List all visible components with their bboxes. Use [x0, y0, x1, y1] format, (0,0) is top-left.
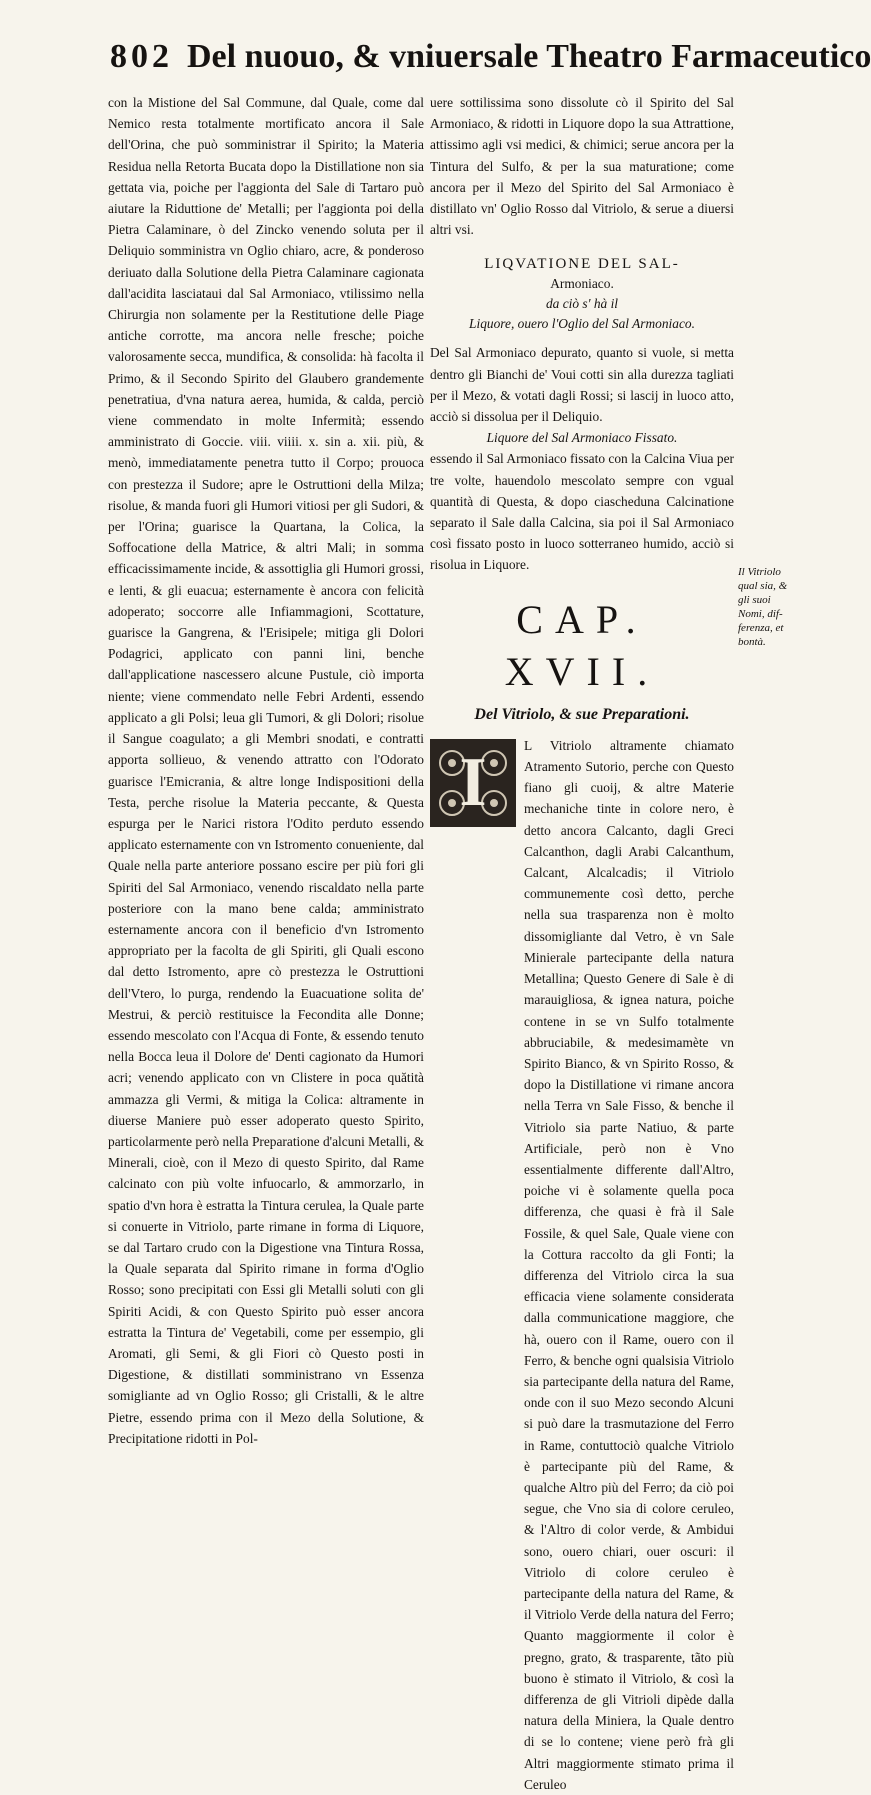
chapter-paragraph: L Vitriolo altramente chiamato Atramento Sutorio, perche con Questo fiano gli cuoij, & altre Materie mechaniche tinte in colore nero, è detto ancora Calcanto, dagli Greci Calcanthon, dagli Arabi Calcanthum, Calcant, Alcalcadis; il Vitriolo communemente così detto, perche nella sua trasparenza non è molto dissomigliante dal Vetro, è vn Sale Minierale partecipante della natura Metallina; Questo Genere di Sale è di marauigliosa, & ignea natura, poiche contene in se vn Sulfo totalmente abbruciabile, & medesimamète vn Spirito Bianco, & vn Spirito Rosso, & dopo la Distillatione vi rimane ancora nella Terra vn Sale Fisso, & benche il Vitriolo sia parte Natiuo, & parte Artificiale, però non è Vno essentialmente differente dall'Altro, poiche vi è solamente quella poca differenza, che quasi è frà il Sale Fossile, & quel Sale, Quale viene con la Cottura raccolto da gli Fonti; la differenza del Vitriolo circa la sua efficacia viene solamente considerata dalla communicatione maggiore, che hà, ouero con il Rame, ouero con il Ferro, & benche ogni qualsisia Vitriolo sia partecipante della natura del Rame, onde con il suo Mezo secondo Alcuni si può dare la trasmutazione del Ferro in Rame, contuttociò qualche Vitriolo è partecipante più del Rame, & qualche Altro più del Ferro; da ciò poi segue, che Vno sia di colore ceruleo, & l'Altro di color verde, & Ambidui sono, ouero chiari, ouer oscuri: il Vitriolo di colore ceruleo è partecipante della natura del Rame, & il Vitriolo Verde della natura del Ferro; Quanto maggiormente il color è pregno, grato, & trasparente, tãto più buono è stimato il Vitriolo, & così la differenza de gli Vitrioli dipède dalla natura della Miniera, la Quale dentro di se lo contene; viene però frà gli Altri maggiormente stimato prima il Ceruleo — [524, 737, 734, 1792]
margin-note: Il Vitriolo qual sia, & gli suoi Nomi, dif-ferenza, et bontà. — [738, 566, 788, 648]
fixed-heading: Liquore del Sal Armoniaco Fissato. — [486, 430, 678, 446]
section-subtitle-continuation: Liquore, ouero l'Oglio del Sal Armoniaco. — [469, 316, 695, 332]
right-intro-paragraph: uere sottilissima sono dissolute cò il Spirito del Sal Armoniaco, & ridotti in Liquore dopo la sua Attrattione, attissimo agli vsi medici, & chimici; serue ancora per la Tintura del Sulfo, & per la sua maturatione; come ancora per il Mezo del Spirito del Sal Armoniaco è distillato vn' Oglio Rosso dal Vitriolo, & serue a diuersi altri vsi. — [430, 95, 734, 238]
page-number: 802 — [110, 38, 173, 75]
section-heading — [430, 254, 734, 334]
left-paragraph: con la Mistione del Sal Commune, dal Quale, come dal Nemico resta totalmente mortificato ancora il Sale dell'Orina, che può somministrar il Spirito; la Materia Residua nella Retorta Bucata dopo la Distillatione non sia gettata via, poiche per l'aggionta del Sale di Tartaro può aiutare la Riduttione de' Metalli; per l'aggionta poi della Pietra Calaminare, ò del Zincko venendo soluta per il Deliquio somministra vn Oglio chiaro, acre, & ponderoso deriuato dalla Solutione della Pietra Calaminare cagionata dall'acidita lasciataui dal Sal Armoniaco, vtilissimo nella Chirurgia non solamente per la Restitutione delle Piage antiche corrotte, ma ancora nelle fresche; poiche valorosamente secca, mundifica, & consolida: hà facolta il Primo, & il Secondo Spirito del Glaubero grandemente penetratiua, d'vna natura aerea, humida, & calda, perciò viene commendato in molte Infermità; essendo amministrato di Goccie. viii. viiii. x. sin a. xii. più, & menò, immediatamente penetra tutto il Corpo; prouoca con prestezza il Sudore; apre le Ostruttioni della Milza; risolue, & manda fuori gli Humori vitiosi per gli Sudori, & per l'Orina; guarisce la Quartana, la Colica, la Soffocatione della Matrice, & altri Mali; in somma efficacissimamente incide, & assottiglia gli Humori grossi, e lenti, & gli euacua; esternamente è ancora con felicità adoperato; soccorre alle Infiammagioni, Scottature, guarisce la Gangrena, & l'Erisipele; mitiga gli Dolori Podagrici, applicato con panni lini, benche dall'applicatione nascessero alcune Pustule, ciò importa niente; viene commendato nelle Febri Ardenti, essendo applicato a gli Polsi; leua gli Tumori, & gli Dolori; risolue il Sangue coagulato; a gli Membri snodati, e contratti apporta sollieuo, & venendo attratto con l'Odorato guarisce l'Emicrania, & altre longe Indispositioni della Testa, perche risolue la Materia peccante, & Questa espurga per le Narici ristora l'Odito perduto essendo applicato esternamente con vn Istromento conueniente, dal Quale nella parte anteriore possano escire per più fori gli Spiriti del Sal Armoniaco, venendo riscaldato nella parte posteriore con la mano bene calda; amministrato esternamente ancora con il beneficio d'vn Istromento appropriato per la facolta de gli Spiriti, gli Quali escono dal detto Istromento, apre cò prestezza le Ostruttioni dell'Vtero, lo purga, rendendo la Euacuatione solita de' Mestrui, & perciò restituisce la Fecondita alle Donne; essendo mescolato con l'Acqua di Fonte, & essendo tenuto nella Bocca leua il Dolore de' Denti cagionato da Humori acri; venendo applicato con vn Clistere in poca quătità ammazza gli Vermi, & mitiga la Colica: altramente in diuerse Maniere può esser adoperato questo Spirito, particolarmente però nella Preparatione d'alcuni Metalli, & Minerali, cioè, con il Mezo di questo Spirito, dal Rame calcinato con più volte infuocarlo, & ammorzarlo, in spatio d'vn hora è estratta la Tintura cerulea, la Quale parte si conuerte in Vitriolo, parte rimane in forma di Liquore, se dal Tartaro crudo con la Digestione vna Tintura Rossa, la Quale separata dal Spirito rimane in forma d'Oglio Rosso; sono precipitati con Essi gli Metalli soluti con gli Spiriti Acidi, & con Questo Spirito può esser ancora estratta la Tintura de' Vegetabili, come per essempio, gli Aromati, gli Semi, & gli Fiori cò Questo posti in Digestione, & distillati somministrano vn Essenza somigliante ad vn Oglio Rosso; gli Cristalli, & le altre Pietre, essendo prima con il Mezo della Solutione, & Precipitatione ridotti in Pol- — [108, 95, 424, 1446]
fixed-paragraph: essendo il Sal Armoniaco fissato con la Calcina Viua per tre volte, hauendolo mescolato sempre con vgual quantità di Questa, & dopo ciascheduna Calcinatione separato il Sale dalla Calcina, sia poi il Sal Armoniaco così fissato posto in luoco sotterraneo humido, acciò si risolua in Liquore. — [430, 451, 734, 573]
decorated-initial — [430, 739, 516, 827]
chapter-subtitle: Del Vitriolo, & sue Preparationi. — [474, 705, 690, 723]
right-column — [430, 92, 734, 1792]
chapter-title: CAP. XVII. — [504, 596, 660, 694]
chapter-opening — [430, 735, 734, 1795]
running-title: Del nuouo, & vniuersale Theatro Farmaceutico — [187, 38, 871, 75]
left-column — [108, 92, 424, 1446]
page-header — [110, 38, 871, 86]
drop-cap-letter: I — [459, 743, 487, 821]
section-title: LIQVATIONE DEL SAL- — [484, 256, 680, 273]
section-title-continuation: Armoniaco. — [550, 276, 614, 292]
section-subtitle: da ciò s' hà il — [545, 296, 619, 312]
section-paragraph: Del Sal Armoniaco depurato, quanto si vuole, si metta dentro gli Bianchi de' Voui cotti sin alla durezza tagliati per il Mezo, & votati dagli Rossi; si lascij in luoco atto, acciò si dissolua per il Deliquio. — [430, 345, 734, 425]
